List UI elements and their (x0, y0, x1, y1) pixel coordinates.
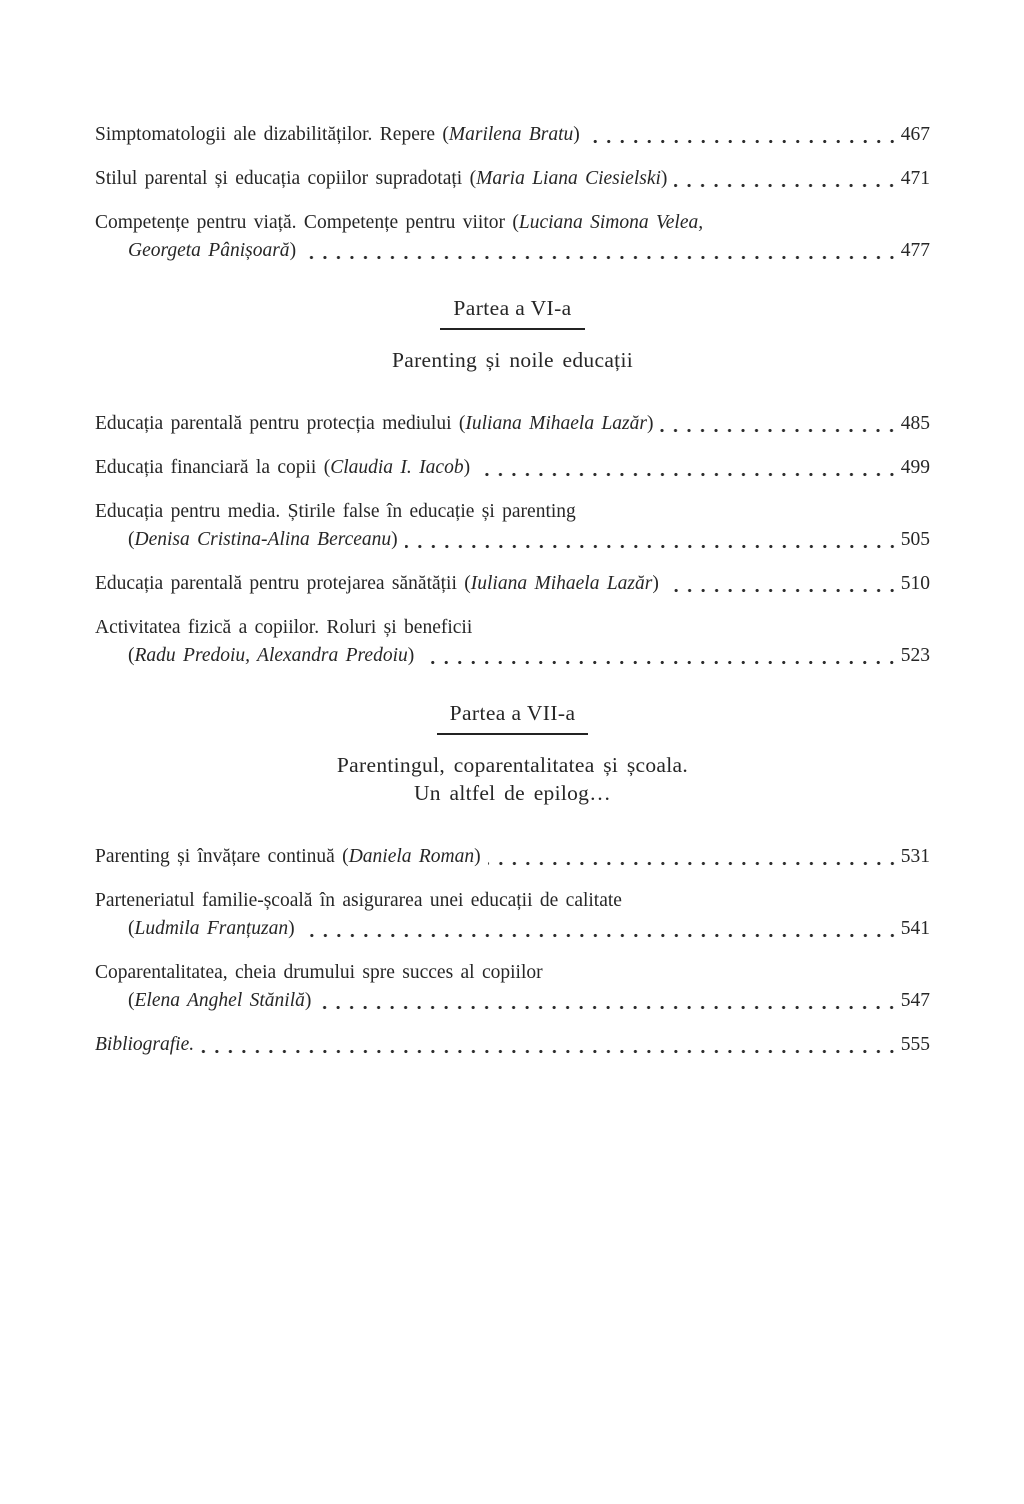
part-label-wrap (95, 295, 930, 330)
entry-line (95, 614, 930, 642)
entry-text: ( (128, 645, 135, 666)
part-subtitle-line: Un altfel de epilog… (413, 781, 612, 805)
toc-entry (95, 614, 930, 670)
toc-entry (95, 498, 930, 554)
entry-text: ) (646, 413, 654, 434)
part-subtitle (95, 751, 930, 807)
toc-entry (95, 570, 930, 598)
entry-text: ) (289, 240, 297, 261)
toc-entry (95, 454, 930, 482)
entry-text: Simptomatologii ale dizabilităților. Repere ( (95, 124, 449, 145)
author-name: Denisa Cristina-Alina Berceanu (134, 529, 392, 550)
page-number: 547 (900, 990, 930, 1011)
author-name: Iuliana Mihaela Lazăr (470, 573, 653, 594)
author-name: Luciana Simona Velea, (518, 212, 704, 233)
part-subtitle (95, 346, 930, 374)
toc-entry (95, 121, 930, 149)
page-number: 541 (900, 918, 930, 939)
entry-text: Educația pentru media. Știrile false în educație și parenting (95, 501, 576, 522)
author-name: Marilena Bratu (448, 124, 574, 145)
toc-entry (95, 959, 930, 1015)
author-name: Georgeta Pânișoară (128, 240, 290, 261)
entry-text: ( (128, 529, 135, 550)
author-name: Elena Anghel Stănilă (134, 990, 305, 1011)
entry-line (95, 526, 930, 554)
page-number: 471 (900, 168, 930, 189)
author-name: Claudia I. Iacob (330, 457, 464, 478)
entry-text: ) (573, 124, 580, 145)
dot-leader (660, 428, 898, 433)
entry-line (95, 209, 930, 237)
part-label: Partea a VI-a (440, 295, 584, 330)
entry-line (95, 959, 930, 987)
entry-line (95, 843, 930, 871)
entry-title: Bibliografie. (95, 1034, 195, 1055)
entry-text: ) (304, 990, 312, 1011)
entry-text: Educația parentală pentru protecția mediului ( (95, 413, 466, 434)
author-name: Maria Liana Ciesielski (476, 168, 661, 189)
page-number: 555 (900, 1034, 930, 1055)
entry-text: Educația parentală pentru protejarea sănătății ( (95, 573, 471, 594)
entry-text: ) (391, 529, 398, 550)
dot-leader (405, 544, 899, 549)
toc-content (95, 121, 930, 1059)
page-number: 499 (900, 457, 930, 478)
entry-text: ( (128, 918, 135, 939)
dot-leader (421, 660, 899, 665)
dot-leader (477, 472, 899, 477)
page-number: 505 (900, 529, 930, 550)
dot-leader (318, 1005, 898, 1010)
toc-entry (95, 410, 930, 438)
entry-line (95, 237, 930, 265)
page-number: 523 (900, 645, 930, 666)
entry-line (95, 642, 930, 670)
toc-entry (95, 843, 930, 871)
entry-line (95, 410, 930, 438)
entry-line (95, 570, 930, 598)
entry-text: ) (474, 846, 481, 867)
entry-text: ) (288, 918, 295, 939)
toc-entry (95, 1031, 930, 1059)
entry-line (95, 454, 930, 482)
entry-line (95, 498, 930, 526)
part-subtitle-line: Parenting și noile educații (391, 348, 633, 372)
entry-line (95, 121, 930, 149)
entry-line (95, 915, 930, 943)
page-number: 510 (900, 573, 930, 594)
author-name: Radu Predoiu, Alexandra Predoiu (134, 645, 408, 666)
part-label-wrap (95, 700, 930, 735)
entry-text: Educația financiară la copii ( (95, 457, 331, 478)
entry-line (95, 1031, 930, 1059)
part-label: Partea a VII-a (437, 700, 589, 735)
entry-line (95, 165, 930, 193)
dot-leader (587, 139, 899, 144)
entry-text: Parteneriatul familie-școală în asigurarea unei educații de calitate (95, 890, 622, 911)
entry-text: Parenting și învățare continuă ( (95, 846, 349, 867)
dot-leader (674, 183, 898, 188)
entry-line (95, 987, 930, 1015)
toc-entry (95, 209, 930, 265)
entry-text: ) (463, 457, 471, 478)
entry-text: ( (128, 990, 135, 1011)
page-number: 477 (900, 240, 930, 261)
toc-entry (95, 887, 930, 943)
dot-leader (666, 588, 899, 593)
dot-leader (488, 861, 899, 866)
page-number: 485 (900, 413, 930, 434)
dot-leader (201, 1049, 899, 1054)
entry-text: Activitatea fizică a copiilor. Roluri și beneficii (95, 617, 473, 638)
dot-leader (303, 255, 899, 260)
author-name: Iuliana Mihaela Lazăr (465, 413, 647, 434)
entry-text: Stilul parental și educația copiilor supradotați ( (95, 168, 477, 189)
entry-text: Competențe pentru viață. Competențe pentru viitor ( (95, 212, 519, 233)
page-number: 467 (900, 124, 930, 145)
author-name: Daniela Roman (348, 846, 475, 867)
toc-entry (95, 165, 930, 193)
part-heading (95, 295, 930, 374)
part-heading (95, 700, 930, 807)
page-number: 531 (900, 846, 930, 867)
entry-text: ) (407, 645, 415, 666)
author-name: Ludmila Franțuzan (134, 918, 289, 939)
entry-text: ) (652, 573, 659, 594)
entry-text: Coparentalitatea, cheia drumului spre succes al copiilor (95, 962, 543, 983)
entry-text: ) (660, 168, 668, 189)
dot-leader (302, 933, 899, 938)
part-subtitle-line: Parentingul, coparentalitatea și școala. (336, 753, 689, 777)
entry-line (95, 887, 930, 915)
